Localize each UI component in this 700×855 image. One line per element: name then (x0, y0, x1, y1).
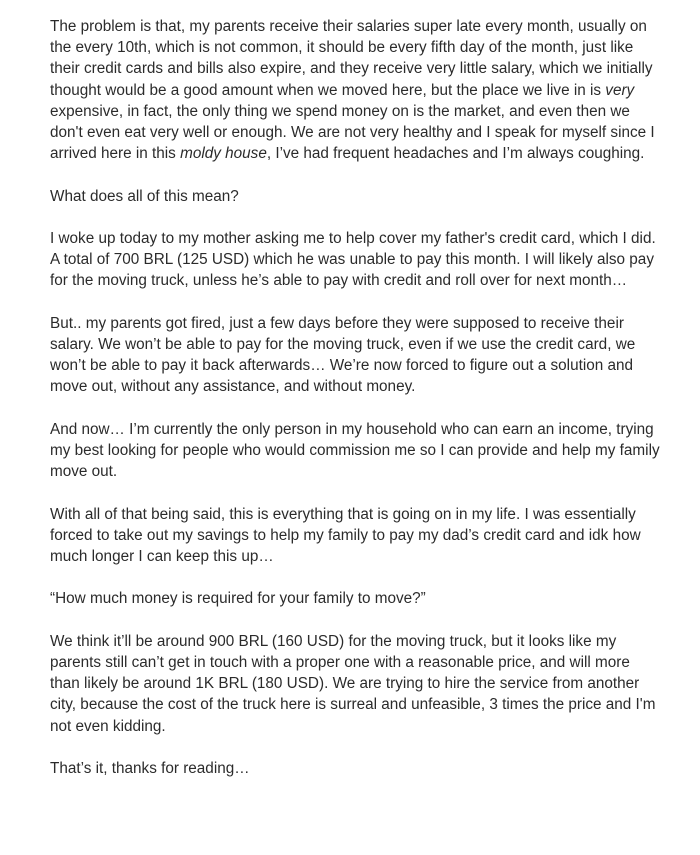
paragraph-situation (50, 16, 662, 164)
paragraph-situation-text-3: , I’ve had frequent headaches and I’m always coughing. (266, 145, 645, 163)
document-body (50, 16, 662, 800)
paragraph-savings: With all of that being said, this is everything that is going on in my life. I was essentially forced to take out my savings to help my family to pay my dad’s credit card and idk how much longer I can keep this up… (50, 505, 641, 565)
paragraph-only-earner: And now… I’m currently the only person in my household who can earn an income, trying my best looking for people who would commission me so I can provide and help my family move out. (50, 420, 660, 481)
paragraph-question-meaning: What does all of this mean? (50, 187, 239, 205)
paragraph-closing: That’s it, thanks for reading… (50, 759, 250, 777)
paragraph-situation-text-2: expensive, in fact, the only thing we spend money on is the market, and even then we don't even eat very well or enough. We are not very healthy and I speak for myself since I arrived here in this (50, 102, 655, 163)
paragraph-credit-card: I woke up today to my mother asking me to help cover my father's credit card, which I did. A total of 700 BRL (125 USD) which he was unable to pay this month. I will likely also pay for the moving truck, unless he’s able to pay with credit and roll over for next month… (50, 230, 656, 290)
paragraph-situation-text-1: The problem is that, my parents receive their salaries super late every month, usually on the every 10th, which is not common, it should be every fifth day of the month, just like their credit cards and bills also expire, and they receive very little salary, which we initially thought would be a good amount when we moved here, but the place we live in is (50, 18, 653, 99)
paragraph-question-money: “How much money is required for your family to move?” (50, 590, 426, 608)
paragraph-moving-cost: We think it’ll be around 900 BRL (160 USD) for the moving truck, but it looks like my parents still can’t get in touch with a proper one with a reasonable price, and will more than likely be around 1K BRL (180 USD). We are trying to hire the service from another city, because the cost of the truck here is surreal and unfeasible, 3 times the price and I'm not even kidding. (50, 632, 656, 735)
paragraph-parents-fired: But.. my parents got fired, just a few days before they were supposed to receive their salary. We won’t be able to pay for the moving truck, even if we use the credit card, we won’t be able to pay it back afterwards… We’re now forced to figure out a solution and move out, without any assistance, and without money. (50, 314, 636, 396)
emphasis-moldy-house: moldy house (180, 145, 267, 163)
emphasis-very: very (605, 81, 635, 99)
